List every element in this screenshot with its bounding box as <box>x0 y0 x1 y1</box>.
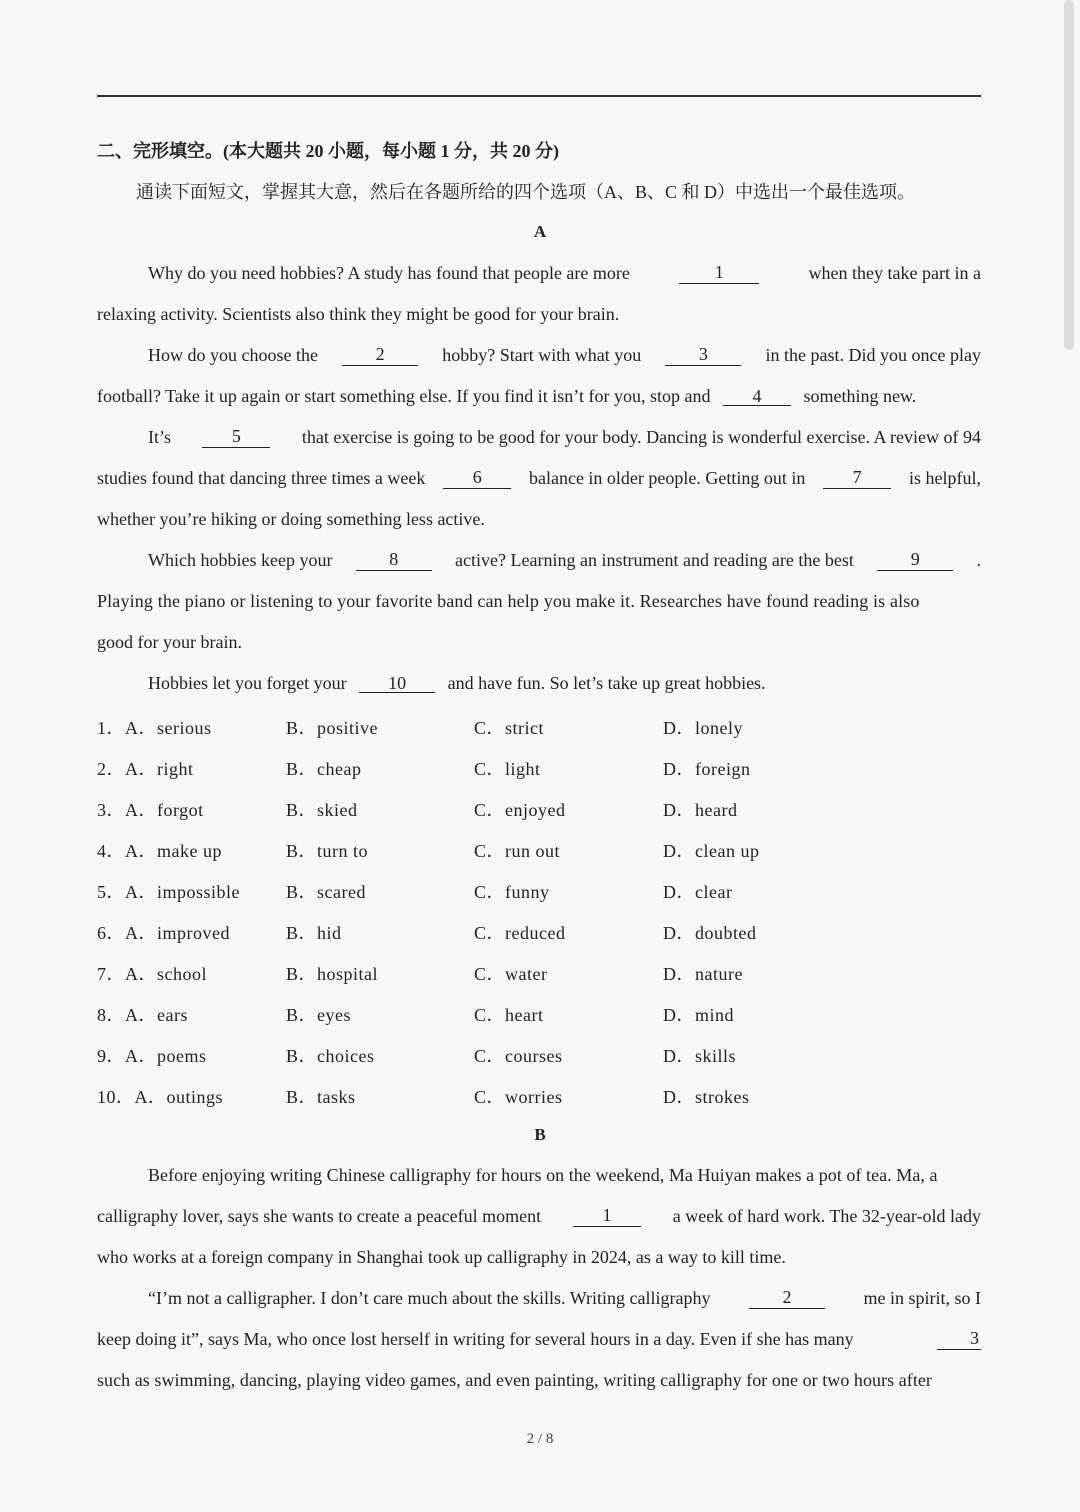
option-d[interactable]: D．foreign <box>663 759 751 779</box>
option-b[interactable]: B．positive <box>286 718 379 738</box>
passage-a-line: Hobbies let you forget your 10 and have fun. So let’s take up great hobbies. <box>148 673 766 693</box>
passage-a-line: studies found that dancing three times a week 6 balance in older people. Getting out in 7 is helpful, <box>97 467 981 488</box>
section-title: 二、完形填空。(本大题共 20 小题，每小题 1 分，共 20 分) <box>97 141 559 161</box>
option-a[interactable]: 3．A．forgot <box>97 800 204 820</box>
passage-a-line: It’s 5 that exercise is going to be good for your body. Dancing is wonderful exercise. A review of 94 <box>148 426 981 447</box>
option-row <box>97 714 981 738</box>
option-c[interactable]: C．strict <box>474 718 544 738</box>
blank: 9 <box>877 550 953 571</box>
option-c[interactable]: C．courses <box>474 1046 563 1066</box>
passage-a-line: relaxing activity. Scientists also think they might be good for your brain. <box>97 304 620 324</box>
passage-a-line: How do you choose the 2 hobby? Start with what you 3 in the past. Did you once play <box>148 344 981 365</box>
blank: 1 <box>679 263 759 284</box>
option-c[interactable]: C．worries <box>474 1087 563 1107</box>
blank: 5 <box>202 427 270 448</box>
option-row <box>97 919 981 943</box>
option-d[interactable]: D．heard <box>663 800 738 820</box>
option-c[interactable]: C．water <box>474 964 548 984</box>
blank: 10 <box>359 674 435 693</box>
option-b[interactable]: B．skied <box>286 800 358 820</box>
blank: 1 <box>573 1206 641 1227</box>
option-a[interactable]: 9．A．poems <box>97 1046 207 1066</box>
blank: 3 <box>937 1329 981 1350</box>
option-c[interactable]: C．run out <box>474 841 561 861</box>
option-c[interactable]: C．funny <box>474 882 550 902</box>
blank: 3 <box>665 345 741 366</box>
passage-b-line: keep doing it”, says Ma, who once lost herself in writing for several hours in a day. Even if she has many 3 <box>97 1328 979 1349</box>
option-b[interactable]: B．hospital <box>286 964 379 984</box>
option-d[interactable]: D．nature <box>663 964 743 984</box>
option-c[interactable]: C．reduced <box>474 923 566 943</box>
header-rule <box>97 95 981 97</box>
passage-a-line: Which hobbies keep your 8 active? Learning an instrument and reading are the best 9 . <box>148 549 981 570</box>
passage-b-line: “I’m not a calligrapher. I don’t care much about the skills. Writing calligraphy 2 me in spirit, so I <box>148 1287 981 1308</box>
option-b[interactable]: B．cheap <box>286 759 362 779</box>
option-b[interactable]: B．scared <box>286 882 366 902</box>
option-b[interactable]: B．tasks <box>286 1087 356 1107</box>
passage-a-line: Playing the piano or listening to your favorite band can help you make it. Researches have found reading is also <box>97 591 920 611</box>
passage-b-line: calligraphy lover, says she wants to create a peaceful moment 1 a week of hard work. The 32-year-old lady <box>97 1205 981 1226</box>
option-row <box>97 1083 981 1107</box>
passage-a-line: Why do you need hobbies? A study has found that people are more 1 when they take part in a <box>148 262 981 283</box>
page-number: 2 / 8 <box>526 1431 554 1447</box>
blank: 2 <box>749 1288 825 1309</box>
option-b[interactable]: B．choices <box>286 1046 375 1066</box>
option-b[interactable]: B．hid <box>286 923 342 943</box>
option-b[interactable]: B．eyes <box>286 1005 351 1025</box>
option-d[interactable]: D．skills <box>663 1046 737 1066</box>
option-b[interactable]: B．turn to <box>286 841 369 861</box>
passage-a-line: football? Take it up again or start something else. If you find it isn’t for you, stop and 4 something new. <box>97 386 917 406</box>
option-d[interactable]: D．clean up <box>663 841 760 861</box>
section-instructions: 通读下面短文，掌握其大意，然后在各题所给的四个选项（A、B、C 和 D）中选出一个最佳选项。 <box>136 182 916 202</box>
passage-b-line: such as swimming, dancing, playing video games, and even painting, writing calligraphy for one or two hours after <box>97 1370 932 1390</box>
blank: 6 <box>443 468 511 489</box>
option-d[interactable]: D．doubted <box>663 923 757 943</box>
blank: 4 <box>723 387 791 406</box>
option-d[interactable]: D．mind <box>663 1005 735 1025</box>
passage-b-line: who works at a foreign company in Shanghai took up calligraphy in 2024, as a way to kill time. <box>97 1247 786 1267</box>
scrollbar-thumb[interactable] <box>1064 0 1074 350</box>
option-row <box>97 960 981 984</box>
option-a[interactable]: 7．A．school <box>97 964 207 984</box>
option-a[interactable]: 10．A．outings <box>97 1087 224 1107</box>
option-row <box>97 1001 981 1025</box>
option-d[interactable]: D．clear <box>663 882 733 902</box>
passage-a-line: whether you’re hiking or doing something less active. <box>97 509 485 529</box>
blank: 7 <box>823 468 891 489</box>
option-a[interactable]: 1．A．serious <box>97 718 212 738</box>
option-c[interactable]: C．light <box>474 759 541 779</box>
passage-b-label: B <box>534 1125 546 1144</box>
blank: 2 <box>342 345 418 366</box>
passage-a-line: good for your brain. <box>97 632 242 652</box>
option-a[interactable]: 6．A．improved <box>97 923 230 943</box>
option-a[interactable]: 4．A．make up <box>97 841 222 861</box>
passage-b-line: Before enjoying writing Chinese calligraphy for hours on the weekend, Ma Huiyan makes a pot of tea. Ma, a <box>148 1165 938 1185</box>
option-d[interactable]: D．lonely <box>663 718 743 738</box>
option-row <box>97 796 981 820</box>
option-row <box>97 837 981 861</box>
option-a[interactable]: 5．A．impossible <box>97 882 241 902</box>
option-row <box>97 1042 981 1066</box>
passage-a-label: A <box>533 222 547 241</box>
blank: 8 <box>356 550 432 571</box>
option-a[interactable]: 2．A．right <box>97 759 194 779</box>
option-a[interactable]: 8．A．ears <box>97 1005 188 1025</box>
option-row <box>97 878 981 902</box>
option-row <box>97 755 981 779</box>
option-d[interactable]: D．strokes <box>663 1087 750 1107</box>
option-c[interactable]: C．enjoyed <box>474 800 566 820</box>
option-c[interactable]: C．heart <box>474 1005 544 1025</box>
